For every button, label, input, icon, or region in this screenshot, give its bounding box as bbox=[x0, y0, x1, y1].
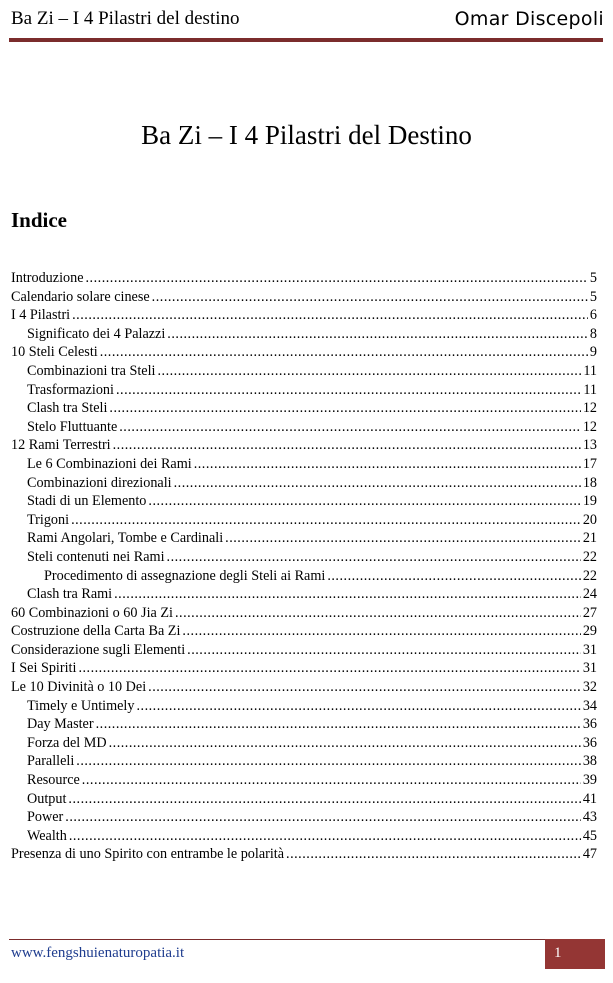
toc-entry[interactable] bbox=[11, 475, 597, 494]
toc-entry[interactable] bbox=[11, 456, 597, 475]
toc-entry[interactable] bbox=[11, 791, 597, 810]
toc-leader-dots bbox=[194, 456, 581, 473]
toc-entry[interactable] bbox=[11, 307, 597, 326]
toc-leader-dots bbox=[157, 363, 581, 380]
toc-entry[interactable] bbox=[11, 270, 597, 289]
toc-entry-page: 11 bbox=[583, 381, 597, 398]
toc-leader-dots bbox=[187, 642, 581, 659]
toc-entry-page: 27 bbox=[582, 604, 597, 621]
toc-entry-page: 31 bbox=[582, 641, 597, 658]
toc-entry-title: Clash tra Steli bbox=[27, 400, 108, 417]
toc-entry-title: Introduzione bbox=[11, 270, 84, 286]
footer-website-link[interactable]: www.fengshuienaturopatia.it bbox=[11, 945, 185, 961]
toc-entry[interactable] bbox=[11, 586, 597, 605]
toc-entry-page: 6 bbox=[589, 307, 597, 324]
toc-leader-dots bbox=[72, 307, 588, 324]
toc-leader-dots bbox=[152, 289, 588, 306]
toc-entry-title: Wealth bbox=[27, 827, 67, 844]
toc-leader-dots bbox=[86, 270, 588, 287]
toc-entry-page: 24 bbox=[582, 586, 597, 603]
toc-leader-dots bbox=[148, 493, 580, 510]
toc-entry-title: Trasformazioni bbox=[27, 381, 114, 398]
toc-entry[interactable] bbox=[11, 846, 597, 865]
index-heading: Indice bbox=[11, 208, 68, 232]
toc-entry-title: Le 6 Combinazioni dei Rami bbox=[27, 455, 192, 472]
toc-entry-page: 5 bbox=[589, 270, 597, 286]
toc-entry[interactable] bbox=[11, 326, 597, 345]
toc-leader-dots bbox=[182, 623, 580, 640]
toc-leader-dots bbox=[225, 530, 581, 547]
toc-leader-dots bbox=[167, 549, 581, 566]
toc-entry[interactable] bbox=[11, 568, 597, 587]
header-author: Omar Discepoli bbox=[454, 8, 604, 30]
toc-entry-page: 17 bbox=[582, 455, 597, 472]
toc-entry-title: Calendario solare cinese bbox=[11, 288, 150, 305]
toc-entry-title: Procedimento di assegnazione degli Steli ai Rami bbox=[44, 567, 326, 584]
toc-leader-dots bbox=[76, 753, 581, 770]
toc-entry-title: Trigoni bbox=[27, 511, 70, 528]
toc-entry-page: 11 bbox=[583, 362, 597, 379]
toc-leader-dots bbox=[82, 772, 581, 789]
toc-entry-title: Stadi di un Elemento bbox=[27, 493, 147, 510]
toc-entry-title: Stelo Fluttuante bbox=[27, 418, 118, 435]
toc-leader-dots bbox=[109, 400, 580, 417]
toc-leader-dots bbox=[327, 568, 580, 585]
toc-entry-page: 36 bbox=[582, 716, 597, 733]
toc-leader-dots bbox=[78, 660, 580, 677]
toc-leader-dots bbox=[136, 698, 580, 715]
toc-entry-title: 60 Combinazioni o 60 Jia Zi bbox=[11, 604, 173, 621]
toc-leader-dots bbox=[175, 605, 581, 622]
toc-entry[interactable] bbox=[11, 400, 597, 419]
toc-entry[interactable] bbox=[11, 698, 597, 717]
toc-entry[interactable] bbox=[11, 753, 597, 772]
toc-entry-page: 8 bbox=[589, 325, 597, 342]
toc-entry-page: 39 bbox=[582, 772, 597, 789]
toc-entry[interactable] bbox=[11, 642, 597, 661]
toc-entry-page: 43 bbox=[582, 809, 597, 826]
toc-entry[interactable] bbox=[11, 772, 597, 791]
toc-entry-title: Day Master bbox=[27, 716, 94, 733]
toc-entry-page: 19 bbox=[582, 493, 597, 510]
toc-entry-page: 9 bbox=[589, 344, 597, 361]
toc-entry[interactable] bbox=[11, 344, 597, 363]
toc-entry-page: 21 bbox=[582, 530, 597, 547]
toc-leader-dots bbox=[69, 828, 581, 845]
toc-entry-title: Forza del MD bbox=[27, 734, 107, 751]
toc-entry-title: Power bbox=[27, 809, 64, 826]
toc-leader-dots bbox=[148, 679, 581, 696]
toc-entry[interactable] bbox=[11, 623, 597, 642]
toc-leader-dots bbox=[100, 344, 588, 361]
toc-leader-dots bbox=[174, 475, 581, 492]
toc-entry-title: Considerazione sugli Elementi bbox=[11, 641, 186, 658]
toc-entry[interactable] bbox=[11, 382, 597, 401]
toc-entry[interactable] bbox=[11, 679, 597, 698]
toc-entry-page: 5 bbox=[589, 288, 597, 305]
toc-entry-page: 22 bbox=[582, 548, 597, 565]
toc-entry-page: 18 bbox=[582, 474, 597, 491]
toc-leader-dots bbox=[119, 419, 581, 436]
toc-entry-page: 34 bbox=[582, 697, 597, 714]
toc-entry-title: Costruzione della Carta Ba Zi bbox=[11, 623, 181, 640]
toc-entry[interactable] bbox=[11, 512, 597, 531]
toc-entry-page: 22 bbox=[582, 567, 597, 584]
toc-entry-title: Timely e Untimely bbox=[27, 697, 135, 714]
toc-entry-page: 20 bbox=[582, 511, 597, 528]
toc-entry-title: Le 10 Divinità o 10 Dei bbox=[11, 679, 147, 696]
toc-entry[interactable] bbox=[11, 735, 597, 754]
header-document-title: Ba Zi – I 4 Pilastri del destino bbox=[11, 8, 240, 29]
toc-entry[interactable] bbox=[11, 289, 597, 308]
toc-entry-title: 10 Steli Celesti bbox=[11, 344, 98, 361]
header-rule bbox=[9, 38, 603, 42]
toc-leader-dots bbox=[286, 846, 581, 863]
toc-entry-page: 47 bbox=[582, 846, 597, 863]
toc-entry[interactable] bbox=[11, 530, 597, 549]
toc-leader-dots bbox=[71, 512, 581, 529]
toc-leader-dots bbox=[116, 382, 581, 399]
toc-entry[interactable] bbox=[11, 809, 597, 828]
toc-entry-page: 12 bbox=[582, 400, 597, 417]
toc-entry-page: 36 bbox=[582, 734, 597, 751]
toc-leader-dots bbox=[167, 326, 588, 343]
toc-entry[interactable] bbox=[11, 363, 597, 382]
toc-entry-page: 12 bbox=[582, 418, 597, 435]
toc-entry[interactable] bbox=[11, 549, 597, 568]
toc-entry-page: 31 bbox=[582, 660, 597, 677]
toc-entry-page: 45 bbox=[582, 827, 597, 844]
toc-entry-title: Significato dei 4 Palazzi bbox=[27, 325, 166, 342]
toc-leader-dots bbox=[68, 791, 580, 808]
toc-entry-title: Presenza di uno Spirito con entrambe le polarità bbox=[11, 846, 285, 863]
toc-leader-dots bbox=[96, 716, 581, 733]
toc-entry-page: 32 bbox=[582, 679, 597, 696]
toc-entry-title: I 4 Pilastri bbox=[11, 307, 71, 324]
toc-entry-title: Paralleli bbox=[27, 753, 75, 770]
toc-leader-dots bbox=[109, 735, 581, 752]
toc-entry-title: I Sei Spiriti bbox=[11, 660, 77, 677]
toc-entry-title: 12 Rami Terrestri bbox=[11, 437, 111, 454]
toc-entry-title: Combinazioni tra Steli bbox=[27, 362, 156, 379]
toc-leader-dots bbox=[65, 809, 581, 826]
toc-entry-title: Rami Angolari, Tombe e Cardinali bbox=[27, 530, 224, 547]
toc-entry-title: Combinazioni direzionali bbox=[27, 474, 172, 491]
toc-entry[interactable] bbox=[11, 605, 597, 624]
toc-entry-title: Clash tra Rami bbox=[27, 586, 113, 603]
footer-rule bbox=[9, 939, 545, 940]
toc-entry[interactable] bbox=[11, 419, 597, 438]
page-number-badge: 1 bbox=[545, 939, 605, 969]
toc-entry-page: 29 bbox=[582, 623, 597, 640]
toc-leader-dots bbox=[113, 437, 581, 454]
toc-leader-dots bbox=[114, 586, 581, 603]
table-of-contents bbox=[11, 270, 597, 865]
toc-entry[interactable] bbox=[11, 493, 597, 512]
toc-entry[interactable] bbox=[11, 437, 597, 456]
page-title: Ba Zi – I 4 Pilastri del Destino bbox=[141, 120, 472, 150]
toc-entry-title: Output bbox=[27, 790, 67, 807]
toc-entry-title: Steli contenuti nei Rami bbox=[27, 548, 165, 565]
toc-entry[interactable] bbox=[11, 660, 597, 679]
toc-entry[interactable] bbox=[11, 716, 597, 735]
toc-entry-page: 13 bbox=[582, 437, 597, 454]
toc-entry-page: 41 bbox=[582, 790, 597, 807]
toc-entry[interactable] bbox=[11, 828, 597, 847]
toc-entry-page: 38 bbox=[582, 753, 597, 770]
toc-entry-title: Resource bbox=[27, 772, 80, 789]
